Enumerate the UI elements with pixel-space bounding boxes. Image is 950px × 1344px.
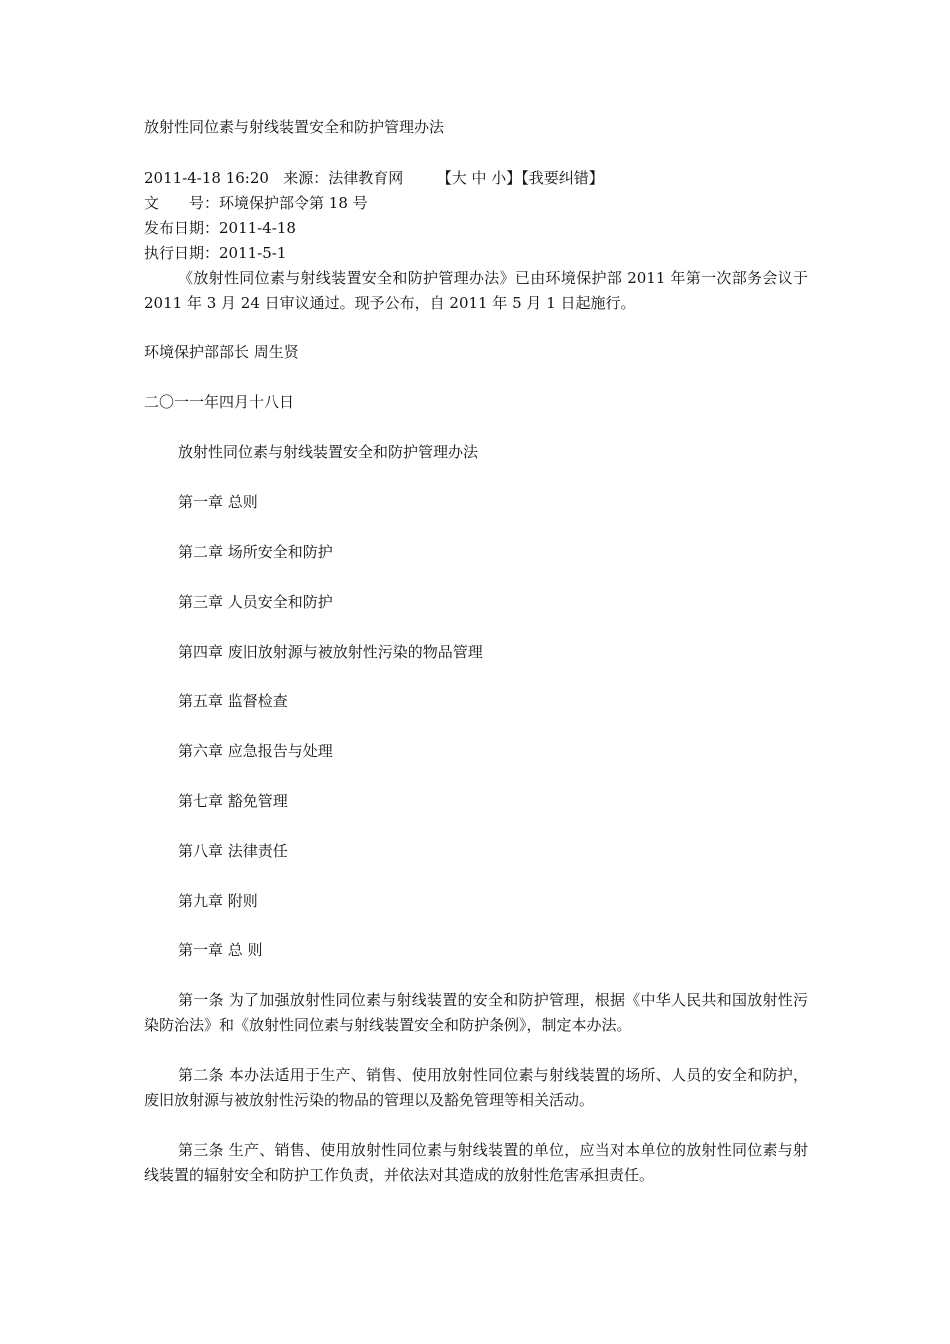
toc-chapter: 第四章 废旧放射源与被放射性污染的物品管理 bbox=[178, 643, 483, 661]
announcement-paragraph: 《放射性同位素与射线装置安全和防护管理办法》已由环境保护部 2011 年第一次部务会议于 2011 年 3 月 24 日审议通过。现予公布，自 2011 年 5 月 1 日起施行。 bbox=[144, 269, 808, 312]
article-paragraph: 第二条 本办法适用于生产、销售、使用放射性同位素与射线装置的场所、人员的安全和防护，废旧放射源与被放射性污染的物品的管理以及豁免管理等相关活动。 bbox=[144, 1066, 808, 1109]
article-paragraph: 第一条 为了加强放射性同位素与射线装置的安全和防护管理，根据《中华人民共和国放射性污染防治法》和《放射性同位素与射线装置安全和防护条例》，制定本办法。 bbox=[144, 991, 808, 1034]
toc-chapter: 第三章 人员安全和防护 bbox=[178, 593, 333, 611]
publish-datetime: 2011-4-18 16:20 bbox=[144, 169, 269, 187]
toc-chapter: 第一章 总则 bbox=[178, 493, 258, 511]
toc-chapter: 第九章 附则 bbox=[178, 892, 258, 910]
sign-date: 二〇一一年四月十八日 bbox=[144, 393, 295, 411]
toc-chapter: 第七章 豁免管理 bbox=[178, 792, 288, 810]
document-subtitle: 放射性同位素与射线装置安全和防护管理办法 bbox=[178, 443, 479, 461]
toc-chapter: 第六章 应急报告与处理 bbox=[178, 742, 333, 760]
article-paragraph: 第三条 生产、销售、使用放射性同位素与射线装置的单位，应当对本单位的放射性同位素与射线装置的辐射安全和防护工作负责，并依法对其造成的放射性危害承担责任。 bbox=[144, 1141, 808, 1184]
toc-chapter: 第五章 监督检查 bbox=[178, 692, 288, 710]
document-title: 放射性同位素与射线装置安全和防护管理办法 bbox=[144, 118, 445, 136]
effective-date: 执行日期：2011-5-1 bbox=[144, 244, 287, 262]
report-error-link[interactable]: 【我要纠错】 bbox=[521, 169, 604, 187]
toc-chapter: 第二章 场所安全和防护 bbox=[178, 543, 333, 561]
publish-date: 发布日期：2011-4-18 bbox=[144, 219, 296, 237]
toc-chapter: 第八章 法律责任 bbox=[178, 842, 288, 860]
source-label: 来源：法律教育网 bbox=[283, 169, 404, 187]
signatory: 环境保护部部长 周生贤 bbox=[144, 343, 299, 361]
document-number: 文 号：环境保护部令第 18 号 bbox=[144, 194, 368, 212]
meta-line bbox=[144, 166, 604, 191]
font-size-controls[interactable]: 【大 中 小】 bbox=[436, 169, 522, 187]
chapter-heading: 第一章 总 则 bbox=[178, 941, 263, 959]
